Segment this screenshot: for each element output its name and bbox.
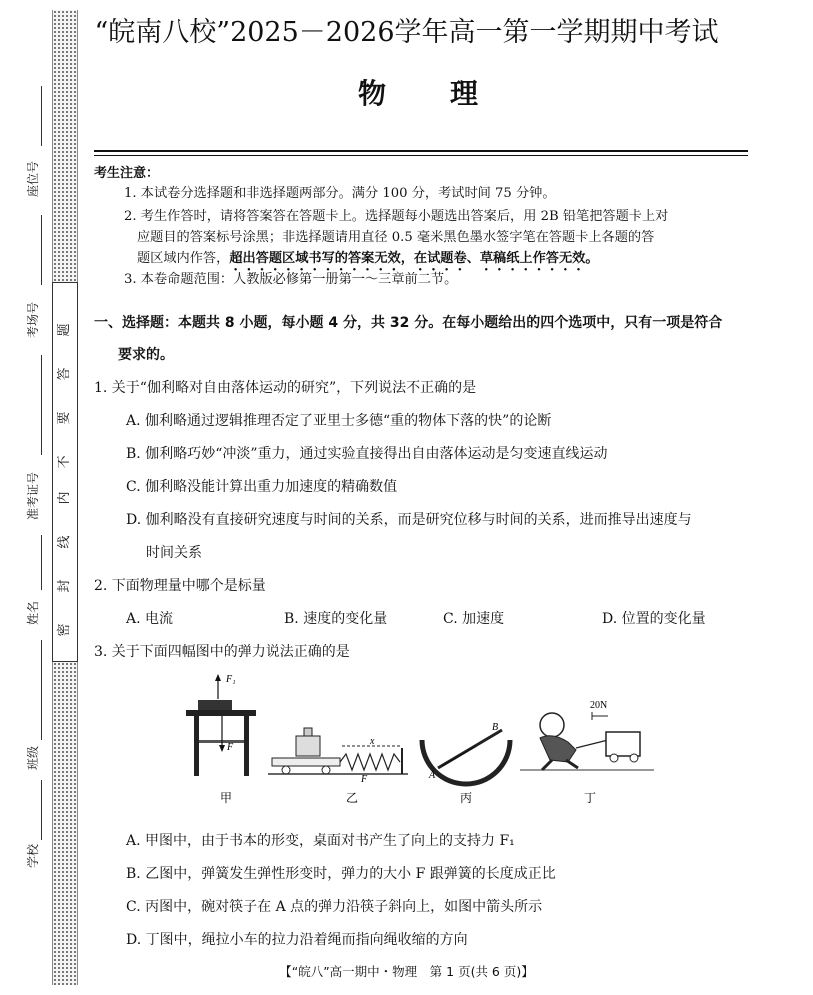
q1-stem: 1. 关于“伽利略对自由落体运动的研究”，下列说法不正确的是	[94, 380, 477, 396]
section-1-line1: 一、选择题：本题共 8 小题，每小题 4 分，共 32 分。在每小题给出的四个选项中，只有一项是符合	[94, 315, 723, 331]
notice-heading: 考生注意：	[94, 166, 160, 181]
seal-char: 内	[57, 491, 72, 505]
class-label: 班级	[26, 745, 40, 770]
room-blank-line	[41, 215, 42, 285]
q2-option-c: C. 加速度	[443, 611, 505, 627]
q3-option-c: C. 丙图中，碗对筷子在 A 点的弹力沿筷子斜向上，如图中箭头所示	[126, 899, 543, 915]
name-blank-line	[41, 535, 42, 590]
fig-a-label: A	[429, 770, 436, 781]
notice-item-2-line1: 2. 考生作答时，请将答案答在答题卡上。选择题每小题选出答案后，用 2B 铅笔把答题卡上对	[124, 209, 669, 224]
q2-stem: 2. 下面物理量中哪个是标量	[94, 578, 266, 594]
room-label: 考场号	[26, 301, 40, 338]
fig-f1-label: F₁	[226, 674, 236, 685]
q2-option-d: D. 位置的变化量	[602, 611, 706, 627]
seal-char: 不	[57, 455, 72, 469]
fig-label-yi: 乙	[346, 791, 359, 805]
seat-blank-line	[41, 86, 42, 146]
exam-title: “皖南八校”2025－2026学年高一第一学期期中考试	[94, 17, 719, 48]
seal-char: 封	[57, 579, 72, 593]
q3-stem: 3. 关于下面四幅图中的弹力说法正确的是	[94, 644, 350, 660]
notice-item-2-line2: 应题目的答案标号涂黑；非选择题请用直径 0.5 毫米黑色墨水签字笔在答题卡上各题的答	[137, 230, 655, 245]
seal-char: 答	[57, 367, 72, 381]
page-footer: 【“皖八”高一期中・物理 第 1 页(共 6 页)】	[279, 964, 534, 979]
seal-char: 密	[57, 623, 72, 637]
q1-option-d-line1: D. 伽利略没有直接研究速度与时间的关系，而是研究位移与时间的关系，进而推导出速度与	[126, 512, 692, 528]
seal-line-box	[52, 282, 78, 662]
section-1-line2: 要求的。	[118, 347, 174, 363]
seat-label: 座位号	[26, 160, 40, 197]
school-blank-line	[41, 780, 42, 840]
q2-option-b: B. 速度的变化量	[284, 611, 388, 627]
q1-option-a: A. 伽利略通过逻辑推理否定了亚里士多德“重的物体下落的快”的论断	[126, 413, 552, 429]
name-label: 姓名	[26, 600, 40, 625]
fig-label-bing: 丙	[460, 791, 473, 805]
notice-item-2-line3-normal: 题区域内作答，	[137, 251, 230, 266]
school-label: 学校	[26, 843, 40, 868]
fig-label-ding: 丁	[584, 791, 597, 805]
ticket-label: 准考证号	[26, 471, 40, 520]
notice-item-3: 3. 本卷命题范围：人教版必修第一册第一～三章前二节。	[124, 272, 458, 287]
fig-f-label: F	[227, 742, 234, 753]
q1-option-d-line2: 时间关系	[146, 545, 202, 561]
fig-x-label: x	[370, 736, 375, 747]
q3-option-a: A. 甲图中，由于书本的形变，桌面对书产生了向上的支持力 F₁	[126, 833, 515, 849]
q1-option-c: C. 伽利略没能计算出重力加速度的精确数值	[126, 479, 398, 495]
notice-item-2-line3-emphasis: 超出答题区域书写的答案无效，在试题卷、草稿纸上作答无效。	[229, 251, 599, 266]
seal-char: 题	[57, 323, 72, 337]
subject-title: 物理	[358, 77, 543, 110]
fig-b-label: B	[492, 722, 499, 733]
fig-label-jia: 甲	[220, 791, 233, 805]
seal-char: 要	[57, 411, 72, 425]
header-rule-thin	[94, 155, 748, 156]
notice-item-1: 1. 本试卷分选择题和非选择题两部分。满分 100 分，考试时间 75 分钟。	[124, 186, 556, 201]
seal-char: 线	[57, 535, 72, 549]
q3-figures	[180, 670, 660, 812]
fig-20n-label: 20N	[590, 700, 608, 711]
header-rule-thick	[94, 150, 748, 152]
class-blank-line	[41, 640, 42, 740]
q3-option-b: B. 乙图中，弹簧发生弹性形变时，弹力的大小 F 跟弹簧的长度成正比	[126, 866, 556, 882]
q1-option-b: B. 伽利略巧妙“冲淡”重力，通过实验直接得出自由落体运动是匀变速直线运动	[126, 446, 608, 462]
q2-option-a: A. 电流	[126, 611, 174, 627]
ticket-blank-line	[41, 355, 42, 455]
fig-spring-f-label: F	[361, 774, 368, 785]
q3-option-d: D. 丁图中，绳拉小车的拉力沿着绳而指向绳收缩的方向	[126, 932, 468, 948]
